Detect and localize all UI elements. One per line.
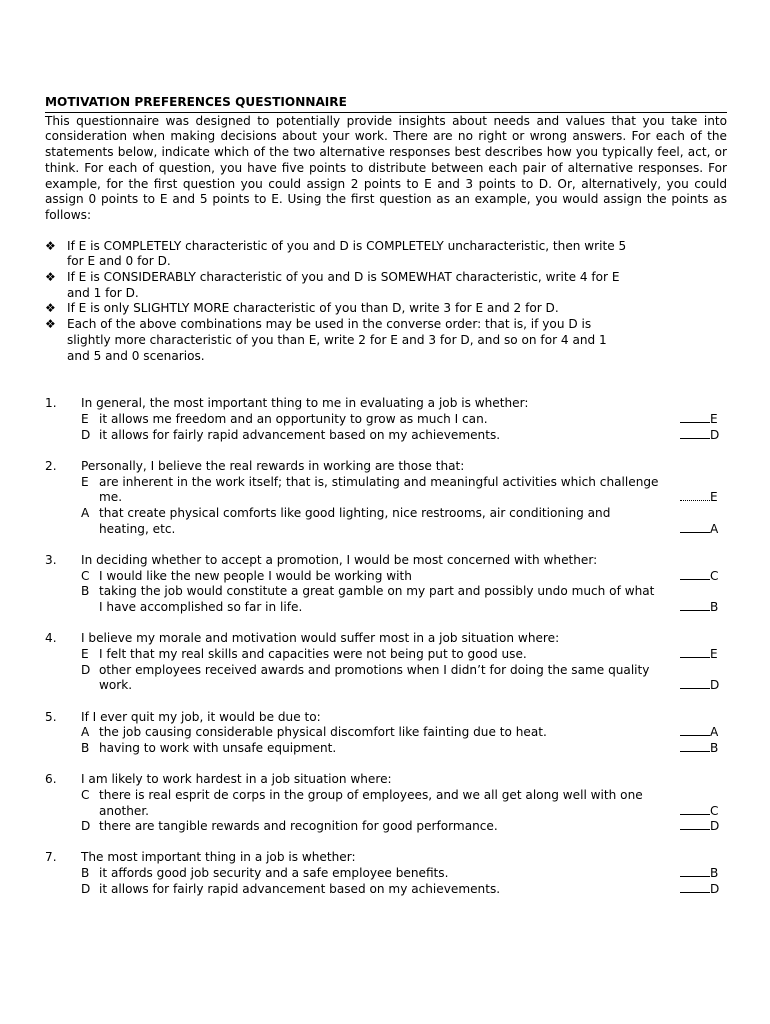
question-7 (45, 850, 727, 897)
question-stem: The most important thing in a job is whether: (81, 850, 356, 865)
question-number: 7. (45, 850, 57, 865)
question-stem: I am likely to work hardest in a job situation where: (81, 772, 392, 787)
option-letter: D (81, 427, 91, 442)
option-row (81, 505, 719, 537)
diamond-bullet-icon: ❖ (45, 317, 56, 332)
question-stem: Personally, I believe the real rewards in working are those that: (81, 458, 465, 473)
option-letter: D (81, 881, 91, 896)
option-row (81, 411, 718, 428)
question-number: 1. (45, 396, 57, 411)
option-row (81, 427, 720, 444)
question-number: 5. (45, 709, 57, 724)
option-letter: B (81, 584, 90, 599)
option-row (81, 819, 720, 835)
option-row (81, 662, 720, 694)
option-letter: C (81, 787, 90, 802)
option-row (81, 881, 720, 898)
option-text: there are tangible rewards and recognition for good performance. (99, 819, 498, 834)
instruction-item: ❖ If E is CONSIDERABLY characteristic of you and D is SOMEWHAT characteristic, write 4 for E and 1 for D. (45, 270, 620, 300)
answer-blank[interactable]: E (680, 410, 720, 428)
option-text: having to work with unsafe equipment. (99, 740, 337, 755)
option-letter: E (81, 411, 89, 426)
question-stem: If I ever quit my job, it would be due to: (81, 709, 321, 724)
option-text: other employees received awards and promotions when I didn’t for doing the same quality work. (99, 662, 650, 693)
option-row (81, 474, 718, 506)
option-row (81, 584, 719, 615)
answer-blank[interactable]: D (680, 676, 720, 694)
answer-blank[interactable]: D (680, 817, 720, 835)
answer-blank[interactable]: B (680, 739, 720, 757)
option-letter: E (81, 474, 89, 489)
question-stem: I believe my morale and motivation would suffer most in a job situation where: (81, 631, 560, 646)
option-row (81, 866, 719, 882)
intro-paragraph: This questionnaire was designed to potentially provide insights about needs and values that you take into consideration when making decisions about your work. There are no right or wrong answers. For each of the statements below, indicate which of the two alternative responses best describes how you typically feel, act, or think. For each of question, you have five points to distribute between each pair of alternative responses. For example, for the first question you could assign 2 points to E and 3 points to D. Or, alternatively, you could assign 0 points to E and 5 points to E. Using the first question as an example, you would assign the points as follows: (45, 113, 727, 222)
answer-blank[interactable]: A (680, 723, 720, 741)
option-text: it allows for fairly rapid advancement based on my achievements. (99, 427, 501, 442)
option-letter: D (81, 819, 91, 834)
option-row (81, 725, 719, 741)
option-letter: C (81, 568, 90, 583)
questions-list (45, 396, 727, 897)
diamond-bullet-icon: ❖ (45, 238, 56, 253)
page-title: MOTIVATION PREFERENCES QUESTIONNAIRE (45, 95, 727, 113)
option-row (81, 740, 719, 757)
answer-blank[interactable]: C (680, 802, 720, 820)
question-2 (45, 459, 727, 538)
option-text: it affords good job security and a safe employee benefits. (99, 866, 449, 881)
option-text: it allows for fairly rapid advancement based on my achievements. (99, 881, 501, 896)
option-row (81, 646, 718, 663)
option-letter: E (81, 646, 89, 661)
question-5 (45, 710, 727, 757)
answer-blank[interactable]: E (680, 488, 720, 506)
option-letter: D (81, 662, 91, 677)
option-letter: A (81, 505, 90, 520)
question-number: 6. (45, 772, 57, 787)
option-text: it allows me freedom and an opportunity to grow as much I can. (99, 411, 488, 426)
diamond-bullet-icon: ❖ (45, 301, 56, 316)
option-row (81, 787, 719, 819)
instruction-item: ❖ If E is COMPLETELY characteristic of you and D is COMPLETELY uncharacteristic, then write 5 for E and 0 for D. (45, 238, 627, 269)
option-text: the job causing considerable physical discomfort like fainting due to heat. (99, 725, 547, 740)
instruction-item: ❖ If E is only SLIGHTLY MORE characteristic of you than D, write 3 for E and 2 for D. (45, 301, 559, 316)
question-stem: In deciding whether to accept a promotion, I would be most concerned with whether: (81, 552, 598, 567)
option-text: taking the job would constitute a great gamble on my part and possibly undo much of what I have accomplished so far in life. (99, 584, 655, 614)
answer-blank[interactable]: D (680, 880, 720, 898)
option-text: I would like the new people I would be working with (99, 568, 412, 583)
option-letter: B (81, 866, 90, 881)
question-stem: In general, the most important thing to me in evaluating a job is whether: (81, 396, 529, 411)
option-text: there is real esprit de corps in the group of employees, and we all get along well with one another. (99, 787, 643, 818)
answer-blank[interactable]: C (680, 567, 720, 585)
question-number: 4. (45, 631, 57, 646)
instruction-item: ❖ Each of the above combinations may be used in the converse order: that is, if you D is slightly more characteristic of you than E, write 2 for E and 3 for D, and so on for 4 and 1 and 5 and 0 scenarios. (45, 317, 607, 363)
question-number: 3. (45, 552, 57, 567)
option-text: that create physical comforts like good lighting, nice restrooms, air conditioning and heating, etc. (99, 505, 611, 536)
option-text: are inherent in the work itself; that is, stimulating and meaningful activities which challenge me. (99, 474, 659, 505)
instructions-list (45, 239, 727, 365)
answer-blank[interactable]: B (680, 864, 720, 882)
answer-blank[interactable]: B (680, 598, 720, 616)
question-number: 2. (45, 458, 57, 473)
option-letter: B (81, 740, 90, 755)
option-letter: A (81, 725, 90, 740)
answer-blank[interactable]: D (680, 426, 720, 444)
option-text: I felt that my real skills and capacities were not being put to good use. (99, 646, 527, 661)
question-6 (45, 772, 727, 835)
answer-blank[interactable]: A (680, 520, 720, 538)
question-3 (45, 553, 727, 616)
questionnaire-page (45, 95, 727, 913)
question-1 (45, 396, 727, 443)
answer-blank[interactable]: E (680, 645, 720, 663)
question-4 (45, 631, 727, 694)
option-row (81, 568, 719, 585)
diamond-bullet-icon: ❖ (45, 270, 56, 285)
